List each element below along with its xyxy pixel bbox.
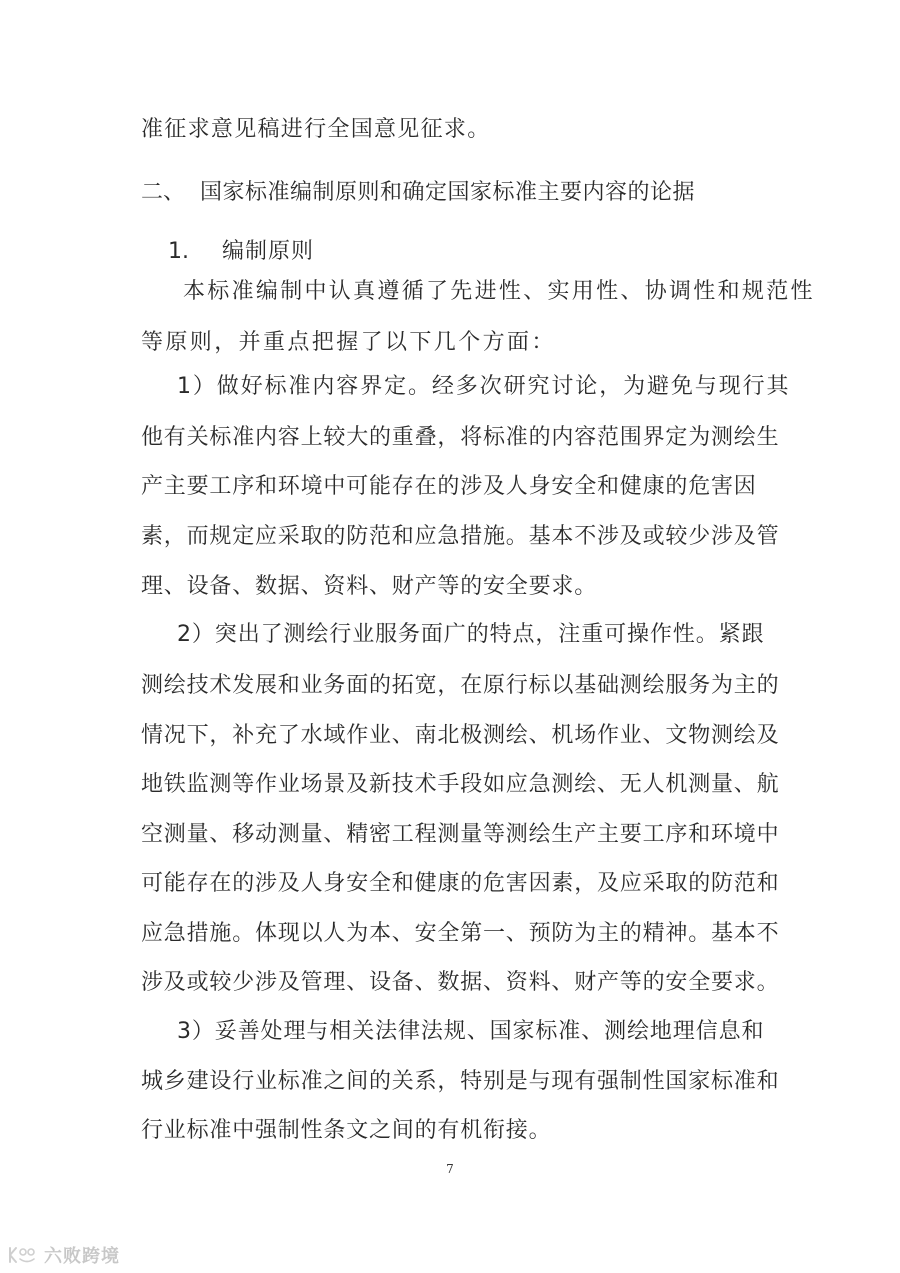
section-heading-text: 国家标准编制原则和确定国家标准主要内容的论据 [200,180,696,205]
paragraph-line: 应急措施。体现以人为本、安全第一、预防为主的精神。基本不 [141,921,780,946]
paragraph-line: 准征求意见稿进行全国意见征求。 [141,117,491,142]
paragraph-line: 素，而规定应采取的防范和应急措施。基本不涉及或较少涉及管 [141,524,780,549]
paragraph-line: 本标准编制中认真遵循了先进性、实用性、协调性和规范性 [183,279,815,304]
paragraph-line: 理、设备、数据、资料、财产等的安全要求。 [141,574,598,599]
subsection-heading-number: 1. [168,239,189,264]
paragraph-line: 情况下，补充了水域作业、南北极测绘、机场作业、文物测绘及 [141,723,780,748]
paragraph-line: 行业标准中强制性条文之间的有机衔接。 [141,1118,552,1143]
watermark [6,1242,120,1268]
subsection-heading [0,232,900,272]
watermark-text: 六败跨境 [44,1246,120,1267]
paragraph-line: 可能存在的涉及人身安全和健康的危害因素，及应采取的防范和 [141,871,780,896]
paragraph-line: 等原则，并重点把握了以下几个方面： [141,330,556,355]
section-heading-number: 二、 [141,180,186,205]
watermark-logo-icon [6,1244,40,1266]
paragraph-line: 1）做好标准内容界定。经多次研究讨论，为避免与现行其 [177,374,791,399]
paragraph-line: 城乡建设行业标准之间的关系，特别是与现有强制性国家标准和 [141,1069,780,1094]
paragraph-line: 空测量、移动测量、精密工程测量等测绘生产主要工序和环境中 [141,822,780,847]
subsection-heading-text: 编制原则 [222,239,315,264]
paragraph-line: 产主要工序和环境中可能存在的涉及人身安全和健康的危害因 [141,474,757,499]
paragraph-line: 3）妥善处理与相关法律法规、国家标准、测绘地理信息和 [177,1019,765,1044]
paragraph-line: 2）突出了测绘行业服务面广的特点，注重可操作性。紧跟 [177,622,765,647]
paragraph-line: 地铁监测等作业场景及新技术手段如应急测绘、无人机测量、航 [141,772,780,797]
paragraph-line: 测绘技术发展和业务面的拓宽，在原行标以基础测绘服务为主的 [141,673,780,698]
paragraph-line: 涉及或较少涉及管理、设备、数据、资料、财产等的安全要求。 [141,970,780,995]
section-heading [0,173,900,213]
paragraph-line: 他有关标准内容上较大的重叠，将标准的内容范围界定为测绘生 [141,425,780,450]
page-number: 7 [446,1162,454,1176]
